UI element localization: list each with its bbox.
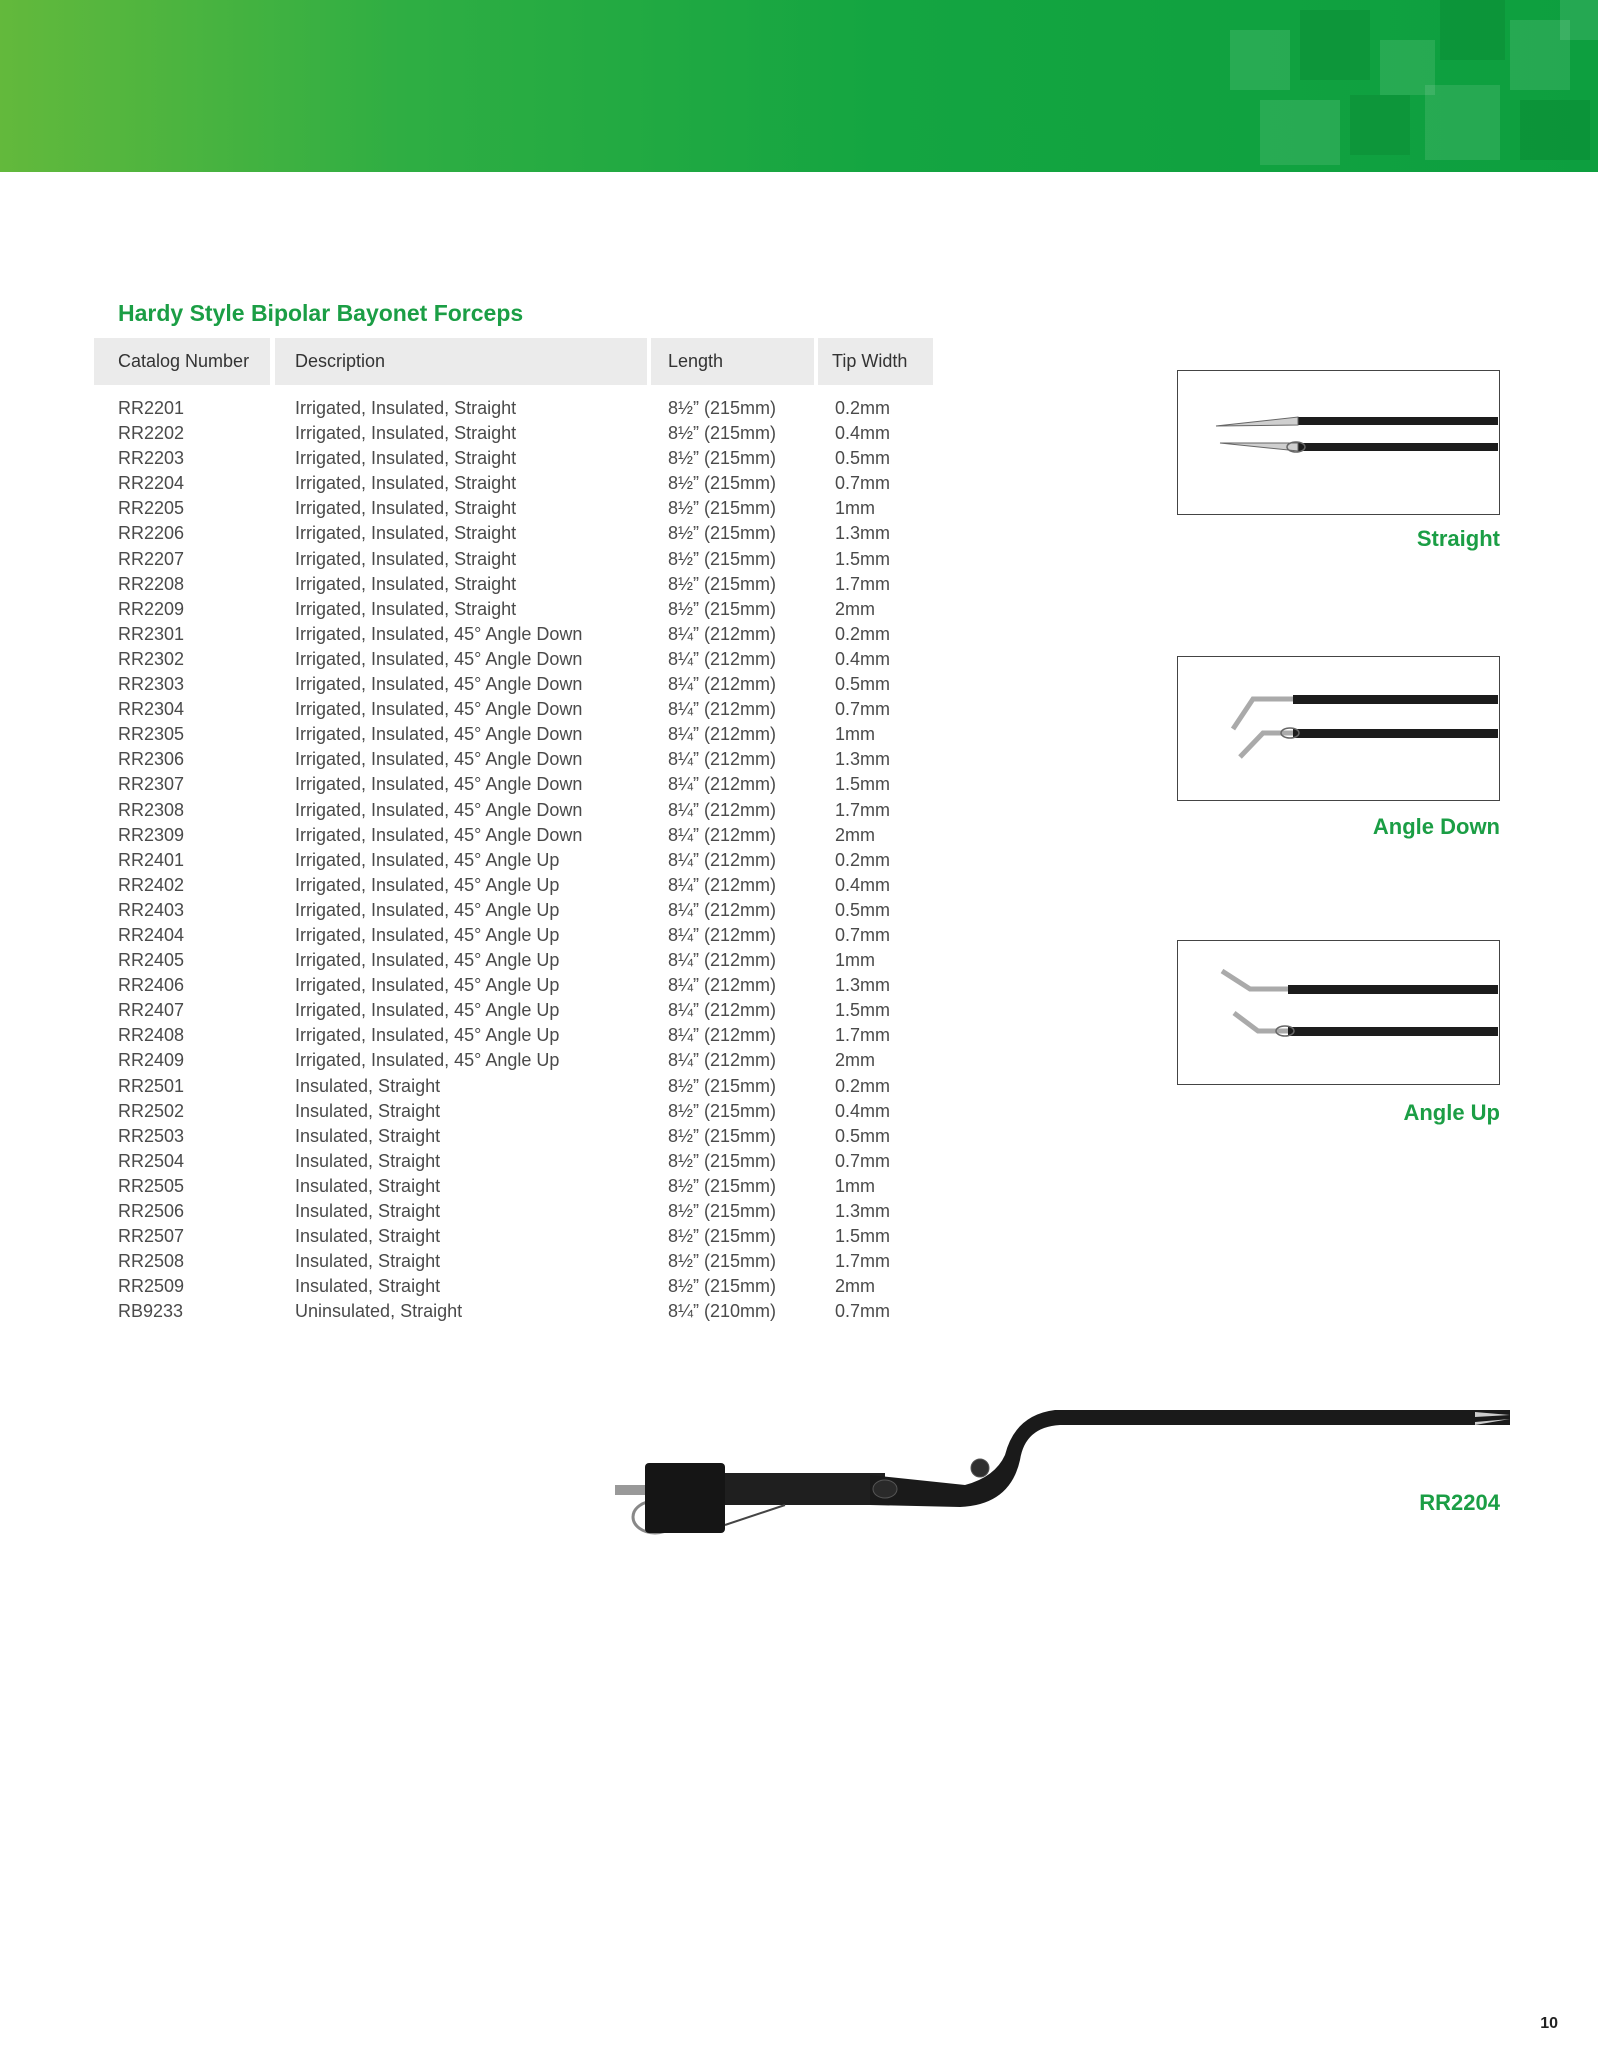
tip-width-cell: 1mm [835,498,875,519]
length-cell: 8½” (215mm) [668,1150,777,1171]
table-row [0,672,950,697]
tip-width-cell: 0.2mm [835,398,891,418]
table-row [0,622,950,647]
tip-width-cell: 0.5mm [835,899,891,920]
description-cell: Irrigated, Insulated, Straight [295,548,517,569]
table-row [0,1074,950,1099]
catalog-number-cell: RR2202 [118,423,185,444]
tip-width-cell: 0.4mm [835,423,891,444]
length-cell: 8½” (215mm) [668,1276,777,1297]
tip-width-cell: 0.2mm [835,1075,891,1096]
catalog-number-cell: RR2409 [118,1050,185,1071]
table-row [0,998,950,1023]
length-cell: 8¼” (212mm) [668,648,777,669]
description-cell: Irrigated, Insulated, 45° Angle Down [295,648,583,669]
catalog-number-cell: RR2504 [118,1150,185,1171]
table-row [0,1149,950,1174]
catalog-number-cell: RR2506 [118,1201,185,1221]
description-cell: Irrigated, Insulated, Straight [295,423,517,444]
tip-width-cell: 1mm [835,1175,875,1196]
table-row [0,823,950,848]
catalog-number-cell: RR2404 [118,924,185,945]
tip-width-cell: 0.5mm [835,448,891,469]
length-cell: 8¼” (212mm) [668,1000,777,1021]
description-cell: Irrigated, Insulated, Straight [295,398,517,418]
catalog-number-cell: RR2406 [118,975,185,996]
table-row [0,798,950,823]
length-cell: 8¼” (212mm) [668,799,777,820]
header-banner [0,0,1598,172]
table-row [0,1299,950,1324]
length-cell: 8¼” (212mm) [668,623,777,644]
description-cell: Insulated, Straight [295,1100,441,1121]
table-row [0,772,950,797]
catalog-number-cell: RR2508 [118,1251,185,1272]
length-cell: 8½” (215mm) [668,448,777,469]
description-cell: Insulated, Straight [295,1201,441,1221]
catalog-number-cell: RR2402 [118,874,185,895]
tip-width-cell: 1.5mm [835,1000,891,1021]
table-row [0,647,950,672]
description-cell: Irrigated, Insulated, 45° Angle Down [295,824,583,845]
description-cell: Irrigated, Insulated, Straight [295,523,517,544]
length-cell: 8¼” (212mm) [668,724,777,745]
catalog-number-cell: RR2303 [118,674,185,695]
table-row [0,848,950,873]
catalog-number-cell: RR2301 [118,623,185,644]
description-cell: Irrigated, Insulated, Straight [295,598,517,619]
length-cell: 8¼” (212mm) [668,924,777,945]
description-cell: Irrigated, Insulated, 45° Angle Up [295,849,560,870]
length-cell: 8¼” (212mm) [668,975,777,996]
catalog-number-cell: RR2201 [118,398,185,418]
length-cell: 8½” (215mm) [668,573,777,594]
length-cell: 8½” (215mm) [668,1175,777,1196]
tip-width-cell: 0.5mm [835,1125,891,1146]
tip-width-cell: 0.7mm [835,473,891,494]
length-cell: 8½” (215mm) [668,1125,777,1146]
description-cell: Irrigated, Insulated, 45° Angle Down [295,699,583,720]
tip-width-cell: 1.3mm [835,1201,891,1221]
description-cell: Irrigated, Insulated, 45° Angle Up [295,924,560,945]
header-catalog-number: Catalog Number [94,338,270,385]
length-cell: 8½” (215mm) [668,548,777,569]
header-tip-width: Tip Width [818,338,933,385]
tip-width-cell: 2mm [835,1276,875,1297]
header-description: Description [275,338,647,385]
length-cell: 8¼” (212mm) [668,849,777,870]
catalog-number-cell: RR2305 [118,724,185,745]
table-row [0,1099,950,1124]
catalog-number-cell: RR2205 [118,498,185,519]
description-cell: Irrigated, Insulated, Straight [295,448,517,469]
description-cell: Irrigated, Insulated, Straight [295,573,517,594]
catalog-number-cell: RB9233 [118,1301,184,1322]
description-cell: Irrigated, Insulated, 45° Angle Down [295,774,583,795]
description-cell: Irrigated, Insulated, 45° Angle Down [295,724,583,745]
tip-width-cell: 2mm [835,824,875,845]
tip-width-cell: 1.7mm [835,799,891,820]
rr2204-caption: RR2204 [1419,1490,1500,1515]
description-cell: Insulated, Straight [295,1175,441,1196]
catalog-number-cell: RR2403 [118,899,185,920]
table-row [0,923,950,948]
length-cell: 8¼” (212mm) [668,1050,777,1071]
table-row [0,1224,950,1249]
table-row [0,898,950,923]
table-row [0,948,950,973]
table-row [0,446,950,471]
length-cell: 8¼” (212mm) [668,774,777,795]
description-cell: Insulated, Straight [295,1226,441,1247]
table-row [0,521,950,546]
length-cell: 8½” (215mm) [668,423,777,444]
length-cell: 8½” (215mm) [668,1100,777,1121]
catalog-number-cell: RR2204 [118,473,185,494]
catalog-number-cell: RR2309 [118,824,185,845]
tip-width-cell: 0.4mm [835,648,891,669]
description-cell: Insulated, Straight [295,1251,441,1272]
tip-width-cell: 1.5mm [835,548,891,569]
table-row [0,1174,950,1199]
tip-width-cell: 1.7mm [835,1025,891,1046]
catalog-number-cell: RR2304 [118,699,185,720]
catalog-number-cell: RR2507 [118,1226,185,1247]
description-cell: Insulated, Straight [295,1150,441,1171]
table-row [0,747,950,772]
catalog-number-cell: RR2405 [118,950,185,971]
catalog-number-cell: RR2302 [118,648,185,669]
table-row [0,873,950,898]
catalog-number-cell: RR2203 [118,448,185,469]
description-cell: Irrigated, Insulated, 45° Angle Down [295,623,583,644]
angle-down-caption: Angle Down [1372,814,1500,839]
table-row [0,1199,950,1224]
length-cell: 8¼” (212mm) [668,674,777,695]
catalog-number-cell: RR2209 [118,598,185,619]
table-row [0,396,950,421]
catalog-number-cell: RR2207 [118,548,185,569]
table-row [0,572,950,597]
description-cell: Insulated, Straight [295,1276,441,1297]
table-row [0,496,950,521]
catalog-number-cell: RR2509 [118,1276,185,1297]
length-cell: 8½” (215mm) [668,1226,777,1247]
tip-width-cell: 1.5mm [835,1226,891,1247]
length-cell: 8¼” (212mm) [668,874,777,895]
description-cell: Irrigated, Insulated, Straight [295,473,517,494]
table-row [0,1124,950,1149]
straight-caption: Straight [1416,526,1500,551]
table-row [0,722,950,747]
table-row [0,697,950,722]
angle-up-tip-image [1177,940,1500,1085]
table-row [0,1249,950,1274]
straight-tip-image [1177,370,1500,515]
tip-width-cell: 1.3mm [835,523,891,544]
table-row [0,973,950,998]
catalog-number-cell: RR2206 [118,523,185,544]
catalog-number-cell: RR2503 [118,1125,185,1146]
tip-width-cell: 1.3mm [835,975,891,996]
catalog-number-cell: RR2308 [118,799,185,820]
description-cell: Irrigated, Insulated, 45° Angle Up [295,950,560,971]
table-row [0,1023,950,1048]
length-cell: 8¼” (212mm) [668,1025,777,1046]
tip-width-cell: 0.4mm [835,874,891,895]
description-cell: Irrigated, Insulated, 45° Angle Up [295,874,560,895]
tip-width-cell: 0.7mm [835,1150,891,1171]
length-cell: 8½” (215mm) [668,1251,777,1272]
tip-width-cell: 0.7mm [835,699,891,720]
length-cell: 8¼” (212mm) [668,824,777,845]
description-cell: Irrigated, Insulated, 45° Angle Up [295,1000,560,1021]
tip-width-cell: 2mm [835,598,875,619]
description-cell: Irrigated, Insulated, Straight [295,498,517,519]
description-cell: Irrigated, Insulated, 45° Angle Up [295,1025,560,1046]
length-cell: 8½” (215mm) [668,398,777,418]
length-cell: 8¼” (212mm) [668,749,777,770]
tip-width-cell: 1.7mm [835,1251,891,1272]
catalog-number-cell: RR2306 [118,749,185,770]
description-cell: Irrigated, Insulated, 45° Angle Up [295,975,560,996]
angle-up-caption: Angle Up [1403,1100,1500,1125]
table-row [0,471,950,496]
length-cell: 8¼” (212mm) [668,899,777,920]
tip-width-cell: 1.7mm [835,573,891,594]
table-body [0,396,950,1324]
table-row [0,1274,950,1299]
table-row [0,547,950,572]
length-cell: 8½” (215mm) [668,598,777,619]
length-cell: 8¼” (210mm) [668,1301,777,1322]
description-cell: Uninsulated, Straight [295,1301,463,1322]
tip-width-cell: 1mm [835,724,875,745]
tip-width-cell: 1mm [835,950,875,971]
description-cell: Irrigated, Insulated, 45° Angle Up [295,1050,560,1071]
length-cell: 8½” (215mm) [668,1201,777,1221]
description-cell: Irrigated, Insulated, 45° Angle Down [295,799,583,820]
length-cell: 8¼” (212mm) [668,950,777,971]
length-cell: 8½” (215mm) [668,473,777,494]
table-row [0,1048,950,1073]
catalog-number-cell: RR2401 [118,849,185,870]
page-number: 10 [1540,2015,1558,2032]
tip-width-cell: 0.7mm [835,1301,891,1322]
tip-width-cell: 0.2mm [835,849,891,870]
catalog-number-cell: RR2307 [118,774,185,795]
catalog-number-cell: RR2501 [118,1075,185,1096]
catalog-number-cell: RR2502 [118,1100,185,1121]
length-cell: 8½” (215mm) [668,498,777,519]
description-cell: Irrigated, Insulated, 45° Angle Up [295,899,560,920]
description-cell: Insulated, Straight [295,1125,441,1146]
tip-width-cell: 0.5mm [835,674,891,695]
description-cell: Irrigated, Insulated, 45° Angle Down [295,674,583,695]
description-cell: Irrigated, Insulated, 45° Angle Down [295,749,583,770]
length-cell: 8¼” (212mm) [668,699,777,720]
description-cell: Insulated, Straight [295,1075,441,1096]
tip-width-cell: 2mm [835,1050,875,1071]
catalog-number-cell: RR2408 [118,1025,185,1046]
bayonet-forceps-image [615,1395,1515,1545]
table-row [0,421,950,446]
angle-down-tip-image [1177,656,1500,801]
catalog-number-cell: RR2208 [118,573,185,594]
header-length: Length [651,338,814,385]
length-cell: 8½” (215mm) [668,523,777,544]
tip-width-cell: 0.7mm [835,924,891,945]
catalog-number-cell: RR2407 [118,1000,185,1021]
length-cell: 8½” (215mm) [668,1075,777,1096]
section-title: Hardy Style Bipolar Bayonet Forceps [118,300,524,326]
tip-width-cell: 0.2mm [835,623,891,644]
tip-width-cell: 1.5mm [835,774,891,795]
catalog-number-cell: RR2505 [118,1175,185,1196]
table-row [0,597,950,622]
tip-width-cell: 0.4mm [835,1100,891,1121]
tip-width-cell: 1.3mm [835,749,891,770]
